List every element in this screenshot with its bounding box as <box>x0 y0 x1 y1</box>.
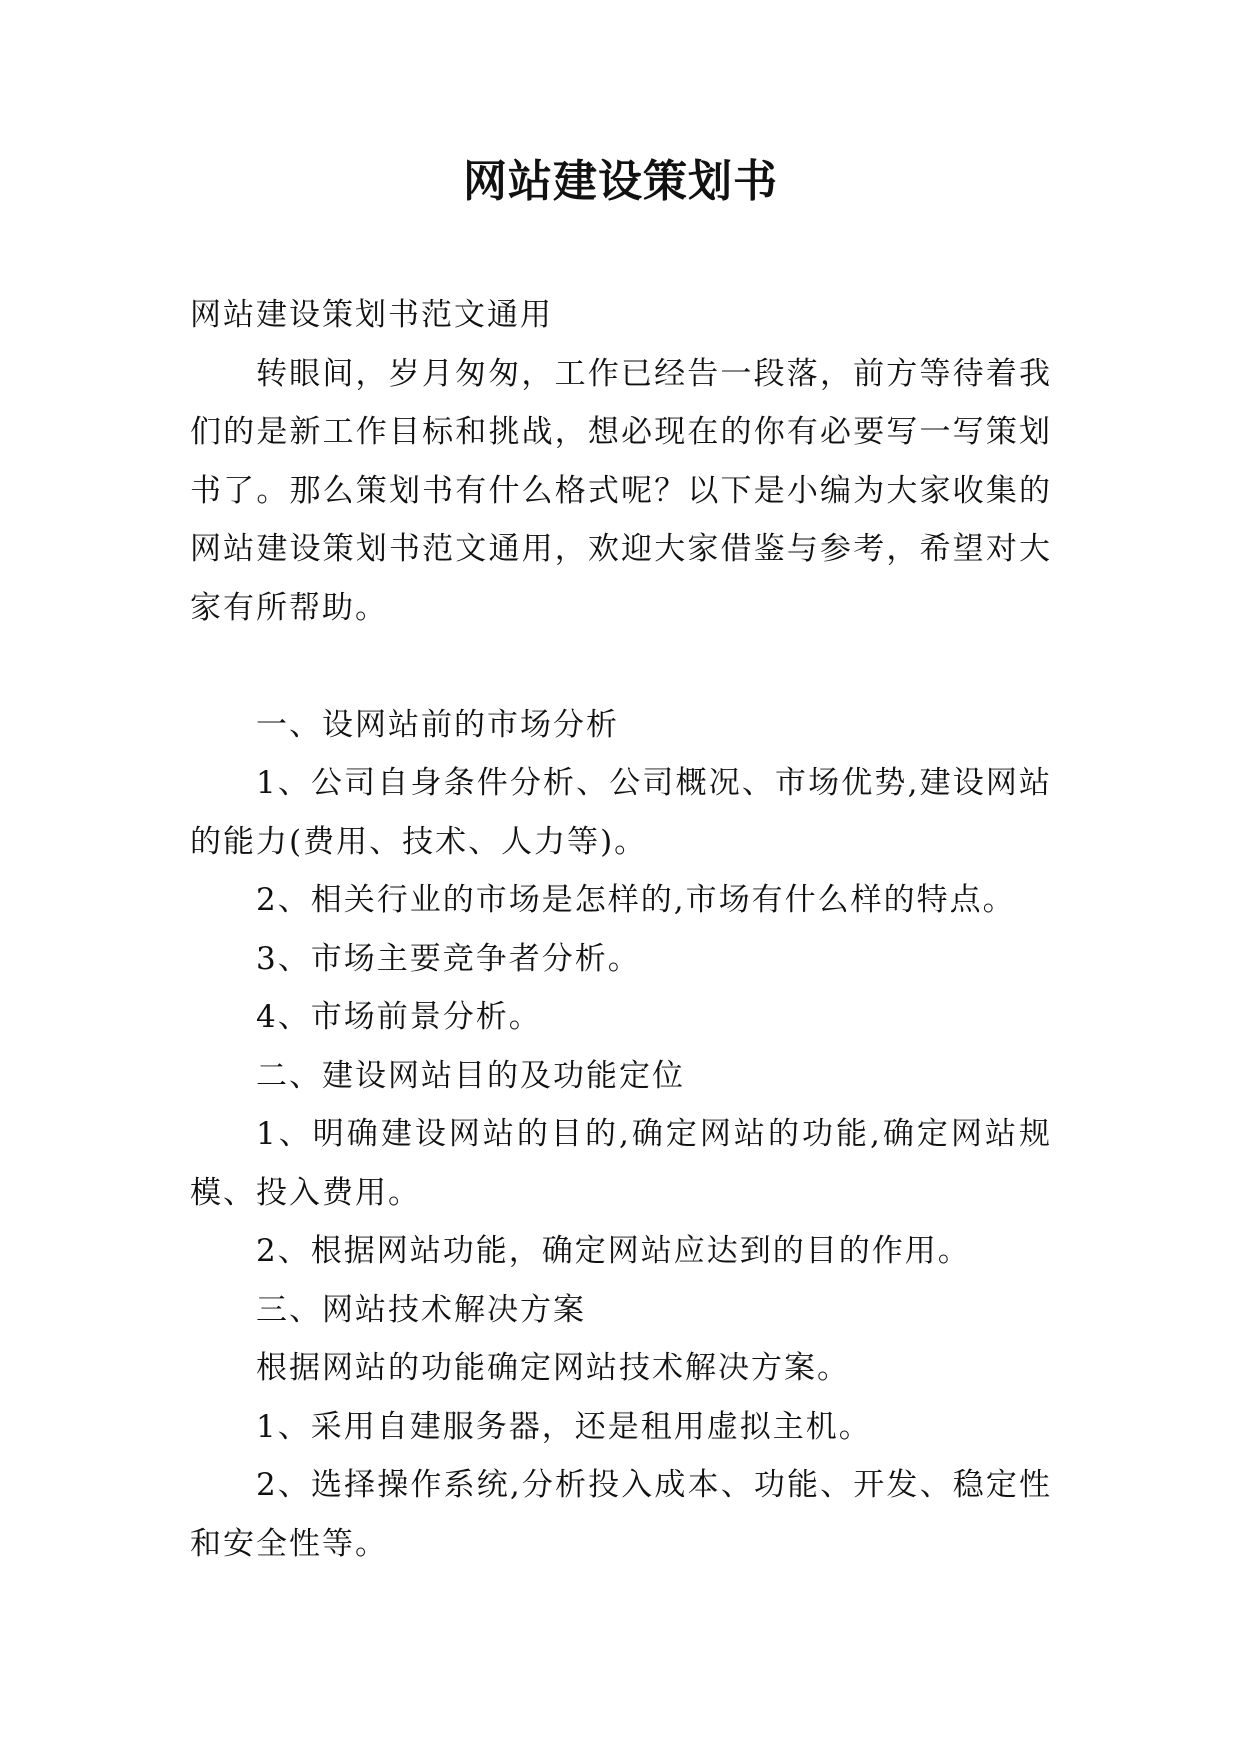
document-body <box>190 286 1052 1573</box>
intro-paragraph: 转眼间，岁月匆匆，工作已经告一段落，前方等待着我们的是新工作目标和挑战，想必现在的你有必要写一写策划书了。那么策划书有什么格式呢？以下是小编为大家收集的网站建设策划书范文通用，欢迎大家借鉴与参考，希望对大家有所帮助。 <box>190 355 1052 626</box>
body-paragraph: 根据网站的功能确定网站技术解决方案。 <box>256 1350 850 1386</box>
body-paragraph: 2、选择操作系统,分析投入成本、功能、开发、稳定性和安全性等。 <box>190 1467 1052 1562</box>
section-heading: 二、建设网站目的及功能定位 <box>256 1057 685 1094</box>
section-heading: 三、网站技术解决方案 <box>256 1291 586 1328</box>
body-paragraph: 3、市场主要竞争者分析。 <box>256 940 641 977</box>
body-paragraph: 4、市场前景分析。 <box>256 999 542 1035</box>
body-paragraph: 2、相关行业的市场是怎样的,市场有什么样的特点。 <box>256 882 1016 918</box>
body-paragraph: 1、采用自建服务器，还是租用虚拟主机。 <box>256 1408 872 1445</box>
body-paragraph: 1、明确建设网站的目的,确定网站的功能,确定网站规模、投入费用。 <box>190 1116 1052 1211</box>
body-paragraph: 1、公司自身条件分析、公司概况、市场优势,建设网站的能力(费用、技术、人力等)。 <box>190 765 1052 860</box>
section-heading: 一、设网站前的市场分析 <box>256 706 619 743</box>
paragraph-spacer <box>190 637 1052 696</box>
body-paragraph: 2、根据网站功能，确定网站应达到的目的作用。 <box>256 1233 971 1269</box>
document-title: 网站建设策划书 <box>463 156 778 207</box>
document-subtitle: 网站建设策划书范文通用 <box>190 297 553 333</box>
